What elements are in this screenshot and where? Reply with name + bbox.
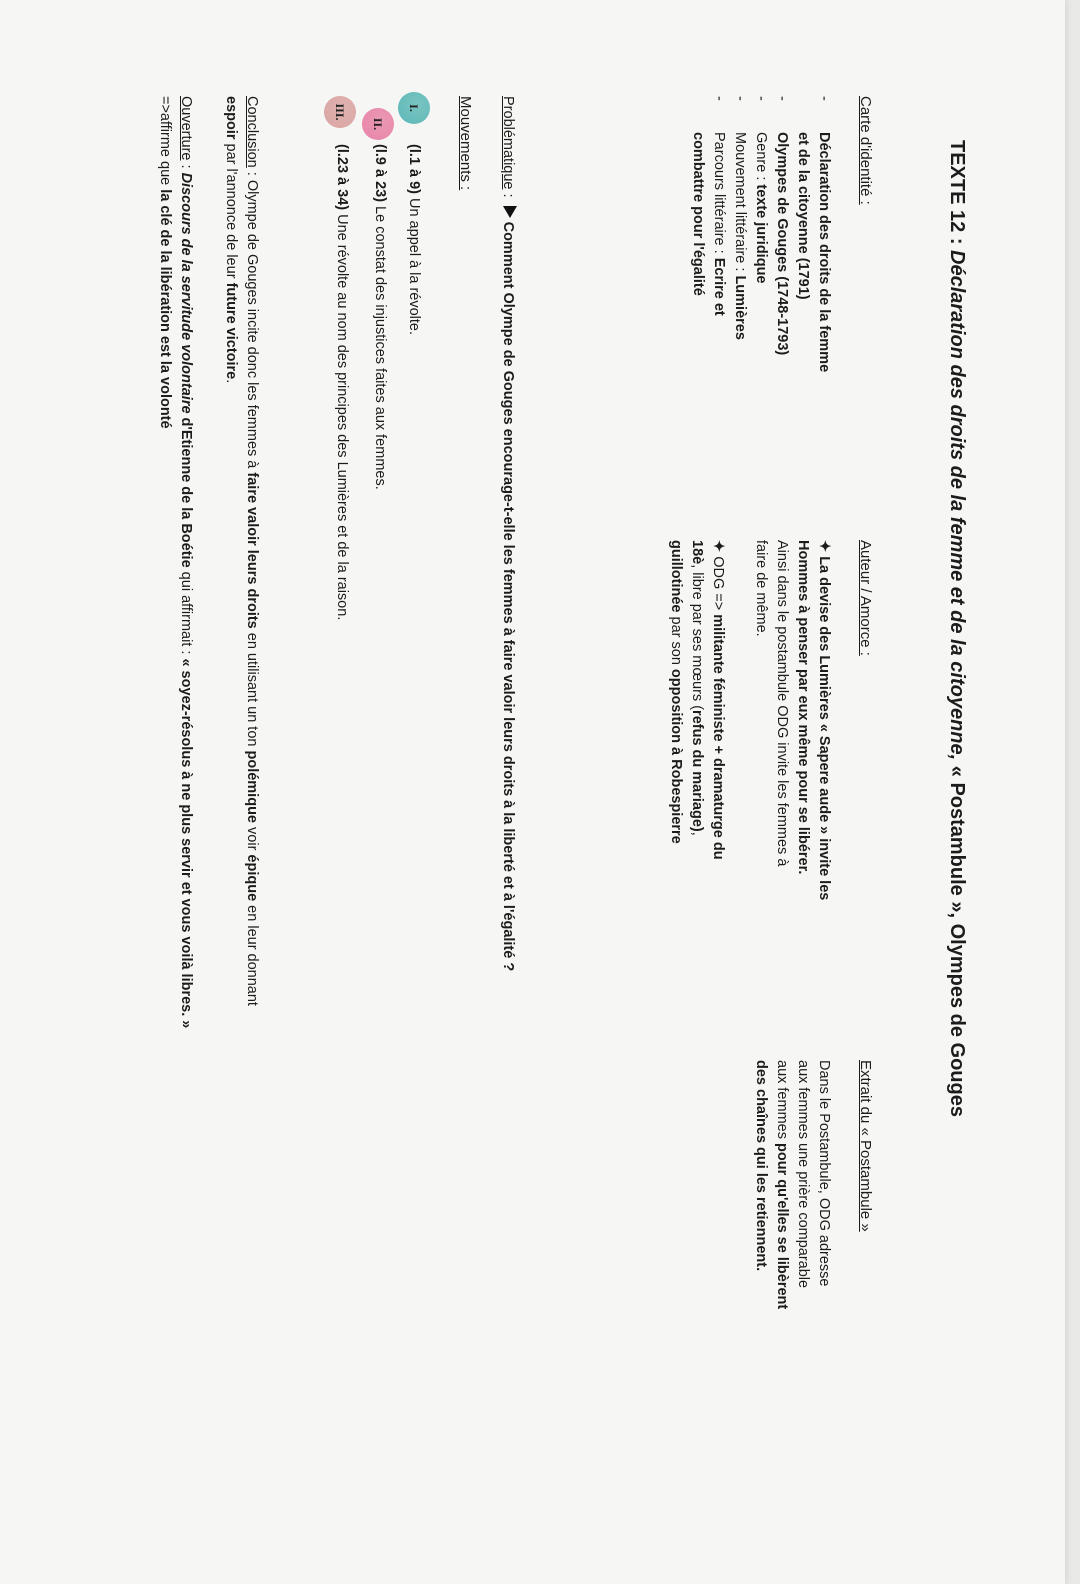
problematique: Problématique : Comment Olympe de Gouges encourage-t-elle les femmes à faire valoir leurs droits à la liberté et à l'égalité ?: [500, 96, 516, 972]
movement-2: (l.9 à 23) Le constat des injustices faites aux femmes.: [372, 144, 388, 490]
auteur-paragraph-1: ✦ La devise des Lumières « Sapere aude » invite les Hommes à penser par eux même pour se libérer. Ainsi dans le postambule ODG invite les femmes à faire de même.: [750, 540, 834, 900]
movement-3: (l.23 à 34) Une révolte au nom des principes des Lumières et de la raison.: [334, 144, 350, 621]
arrow-right-icon: [503, 206, 517, 218]
auteur-paragraph-2: ✦ ODG => militante féministe + dramaturge du 18è, libre par ses mœurs (refus du mariage), guillotinée par son opposition à Robespierre: [665, 540, 728, 860]
extrait-paragraph: Dans le Postambule, ODG adresse aux femmes une prière comparable aux femmes pour qu'elles se libèrent des chaînes qui les retiennent.: [753, 1060, 832, 1310]
movement-1: (l.1 à 9) Un appel à la révolte.: [406, 144, 422, 336]
mouvements-heading: Mouvements :: [457, 96, 474, 191]
carte-item-genre: - Genre : texte juridique: [750, 96, 771, 372]
document-title: TEXTE 12 : Déclaration des droits de la femme et de la citoyenne, « Postambule », Olympes de Gouges: [946, 140, 968, 1117]
carte-item-auteur: - Olympes de Gouges (1748-1793): [771, 96, 792, 372]
carte-item-parcours: - Parcours littéraire : Ecrire et combattre pour l'égalité: [687, 96, 729, 372]
movement-badge-2: II.: [362, 108, 394, 140]
conclusion: Conclusion : Olympe de Gouges incite donc les femmes à faire valoir leurs droits en utilisant un ton polémique voir épique en leur donnant espoir par l'annonce de leur future victoire.: [223, 96, 260, 1006]
extrait-heading: Extrait du « Postambule »: [857, 1060, 874, 1232]
ouverture: Ouverture : Discours de la servitude volontaire d'Etienne de la Boétie qui affirmait : « soyez-résolus à ne plus servir et vous voilà libres. » =>affirme que la clé de la libération est la volonté: [157, 96, 194, 1029]
carte-heading: Carte d'identité :: [857, 96, 874, 205]
carte-list: [687, 96, 834, 372]
auteur-heading: Auteur / Amorce :: [857, 540, 874, 656]
carte-item-oeuvre: - Déclaration des droits de la femme et de la citoyenne (1791): [792, 96, 834, 372]
movement-badge-3: III.: [324, 96, 356, 128]
carte-item-mouvement: - Mouvement littéraire : Lumières: [729, 96, 750, 372]
movement-badge-1: I.: [398, 92, 430, 124]
